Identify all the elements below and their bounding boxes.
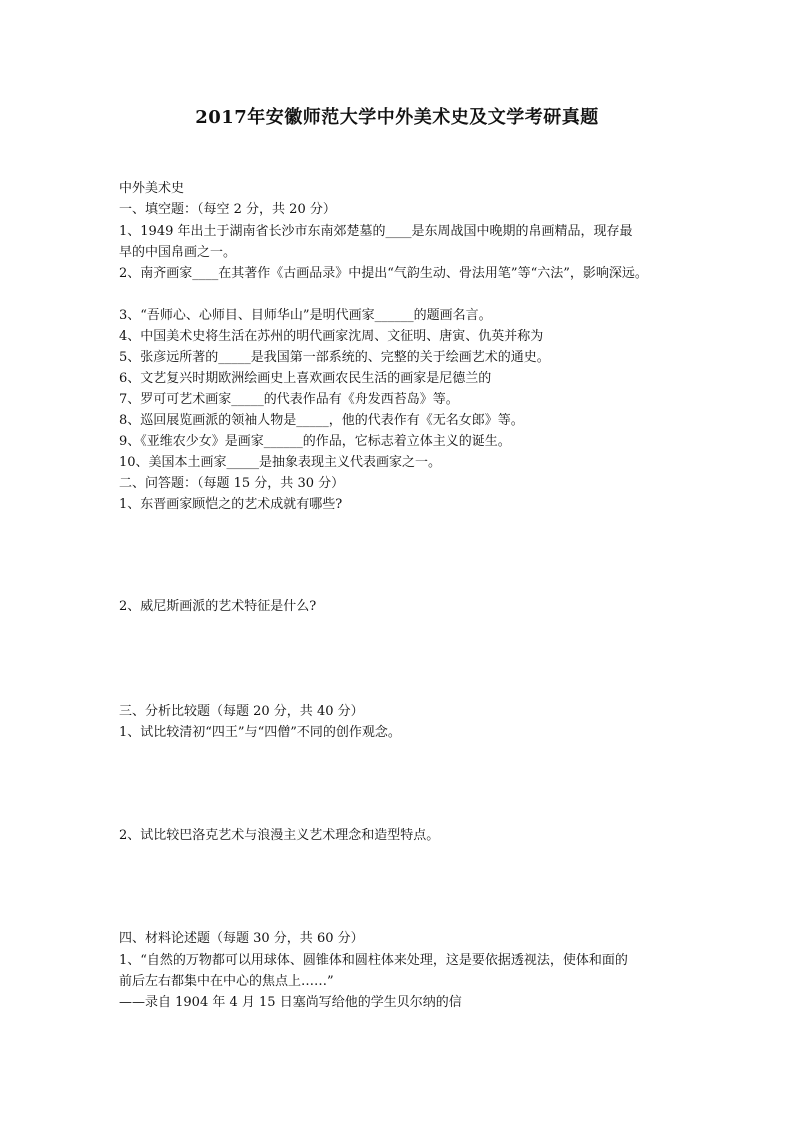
question-line: 5、张彦远所著的_____是我国第一部系统的、完整的关于绘画艺术的通史。 <box>119 350 550 365</box>
question-line: 1、东晋画家顾恺之的艺术成就有哪些? <box>119 497 343 512</box>
question-line: 8、巡回展览画派的领袖人物是_____，他的代表作有《无名女郎》等。 <box>119 413 524 428</box>
question-line: 9、《亚维农少女》是画家______的作品，它标志着立体主义的诞生。 <box>119 434 511 449</box>
question-line: 7、罗可可艺术画家_____的代表作品有《舟发西苔岛》等。 <box>119 392 459 407</box>
question-group-heading: 四、材料论述题（每题 30 分，共 60 分） <box>119 931 364 946</box>
question-line: 3、“吾师心、心师目、目师华山”是明代画家______的题画名言。 <box>119 308 492 323</box>
question-line: 早的中国帛画之一。 <box>119 245 237 260</box>
question-line: 1、试比较清初“四王”与“四僧”不同的创作观念。 <box>119 725 401 740</box>
question-group-heading: 一、填空题：（每空 2 分，共 20 分） <box>119 202 336 217</box>
question-line: 6、文艺复兴时期欧洲绘画史上喜欢画农民生活的画家是尼德兰的 <box>119 371 492 386</box>
section-heading: 中外美术史 <box>119 181 185 196</box>
question-line: 4、中国美术史将生活在苏州的明代画家沈周、文征明、唐寅、仇英并称为 <box>119 329 544 344</box>
question-line: 2、试比较巴洛克艺术与浪漫主义艺术理念和造型特点。 <box>119 828 440 843</box>
question-line: 前后左右都集中在中心的焦点上……” <box>119 974 334 989</box>
question-group-heading: 三、分析比较题（每题 20 分，共 40 分） <box>119 704 364 719</box>
question-line: 2、威尼斯画派的艺术特征是什么? <box>119 599 317 614</box>
page-title: 2017年安徽师范大学中外美术史及文学考研真题 <box>195 107 599 128</box>
question-line: 10、美国本土画家_____是抽象表现主义代表画家之一。 <box>119 455 442 470</box>
quote-source-line: ——录自 1904 年 4 月 15 日塞尚写给他的学生贝尔纳的信 <box>119 995 462 1010</box>
question-group-heading: 二、问答题：（每题 15 分，共 30 分） <box>119 476 345 491</box>
question-line: 1、“自然的万物都可以用球体、圆锥体和圆柱体来处理，这是要依据透视法，使体和面的 <box>119 953 628 968</box>
question-line: 1、1949 年出土于湖南省长沙市东南郊楚墓的____是东周战国中晚期的帛画精品，现存最 <box>119 224 633 239</box>
question-line: 2、南齐画家____在其著作《古画品录》中提出“气韵生动、骨法用笔”等“六法”，影响深远。 <box>119 266 648 281</box>
